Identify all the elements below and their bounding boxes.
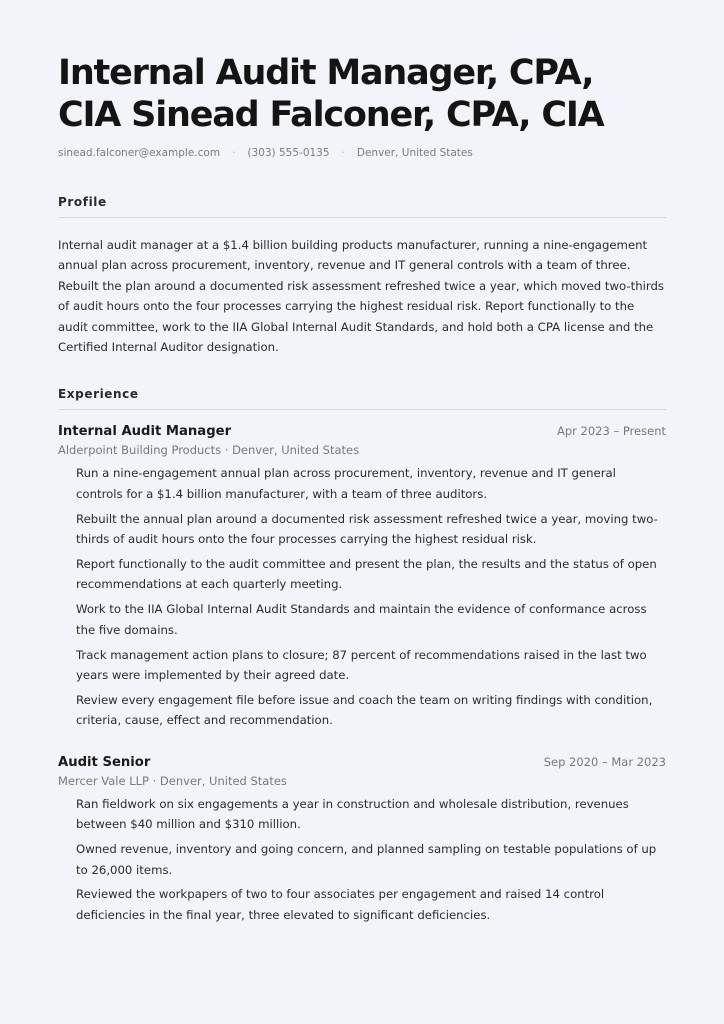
contact-phone[interactable]: (303) 555-0135 xyxy=(247,147,330,159)
job-organization: Alderpoint Building Products · Denver, United States xyxy=(58,443,360,458)
job-bullet: Report functionally to the audit committee and present the plan, the results and the status of open recommendations at each quarterly meeting. xyxy=(76,557,657,592)
job-entry xyxy=(58,424,666,730)
profile-section xyxy=(58,195,666,357)
job-dates: Apr 2023 – Present xyxy=(556,424,666,439)
contact-location: Denver, United States xyxy=(356,147,473,159)
job-bullet: Owned revenue, inventory and going concern, and planned sampling on testable populations of up to 26,000 items. xyxy=(76,842,657,877)
job-title: Audit Senior xyxy=(58,754,151,770)
name-line-1: Internal Audit Manager, CPA, xyxy=(58,53,594,93)
experience-section xyxy=(58,387,666,925)
job-organization: Mercer Vale LLP · Denver, United States xyxy=(58,773,287,788)
contact-line xyxy=(58,147,666,159)
job-bullet: Run a nine-engagement annual plan across procurement, inventory, revenue and IT general controls for a $1.4 billion manufacturer, with a team of three auditors. xyxy=(76,466,616,501)
job-header xyxy=(58,424,666,439)
experience-heading: Experience xyxy=(58,387,666,410)
resume-name xyxy=(58,50,666,136)
job-bullets xyxy=(58,794,666,925)
job-title: Internal Audit Manager xyxy=(58,424,232,440)
job-bullet: Review every engagement file before issue and coach the team on writing findings with condition, criteria, cause, effect and recommendation. xyxy=(76,693,653,728)
job-bullet: Rebuilt the annual plan around a documented risk assessment refreshed twice a year, moving two-thirds of audit hours onto the four processes carrying the highest residual risk. xyxy=(76,511,658,547)
contact-separator: · xyxy=(232,147,236,159)
job-bullet: Track management action plans to closure; 87 percent of recommendations raised in the last two years were implemented by their agreed date. xyxy=(76,647,647,683)
contact-email[interactable]: sinead.falconer@example.com xyxy=(58,147,221,159)
job-bullet: Reviewed the workpapers of two to four associates per engagement and raised 14 control deficiencies in the final year, three elevated to significant deficiencies. xyxy=(76,887,605,922)
job-header xyxy=(58,755,666,770)
job-entry xyxy=(58,755,666,925)
profile-text: Internal audit manager at a $1.4 billion building products manufacturer, running a nine-engagement annual plan across procurement, inventory, revenue and IT general controls with a team of three. Rebuilt the plan around a documented risk assessment refreshed twice a year, which moved two-thirds of audit hours onto the four processes carrying the highest residual risk. Report functionally to the audit committee, work to the IIA Global Internal Audit Standards, and hold both a CPA license and the Certified Internal Auditor designation. xyxy=(58,238,664,355)
job-bullets xyxy=(58,463,666,730)
name-line-2: CIA Sinead Falconer, CPA, CIA xyxy=(58,95,604,135)
job-dates: Sep 2020 – Mar 2023 xyxy=(543,754,666,769)
profile-heading: Profile xyxy=(58,195,666,218)
job-bullet: Ran fieldwork on six engagements a year in construction and wholesale distribution, revenues between $40 million and $310 million. xyxy=(76,796,629,832)
contact-separator: · xyxy=(341,147,345,159)
job-bullet: Work to the IIA Global Internal Audit Standards and maintain the evidence of conformance across the five domains. xyxy=(76,602,647,637)
